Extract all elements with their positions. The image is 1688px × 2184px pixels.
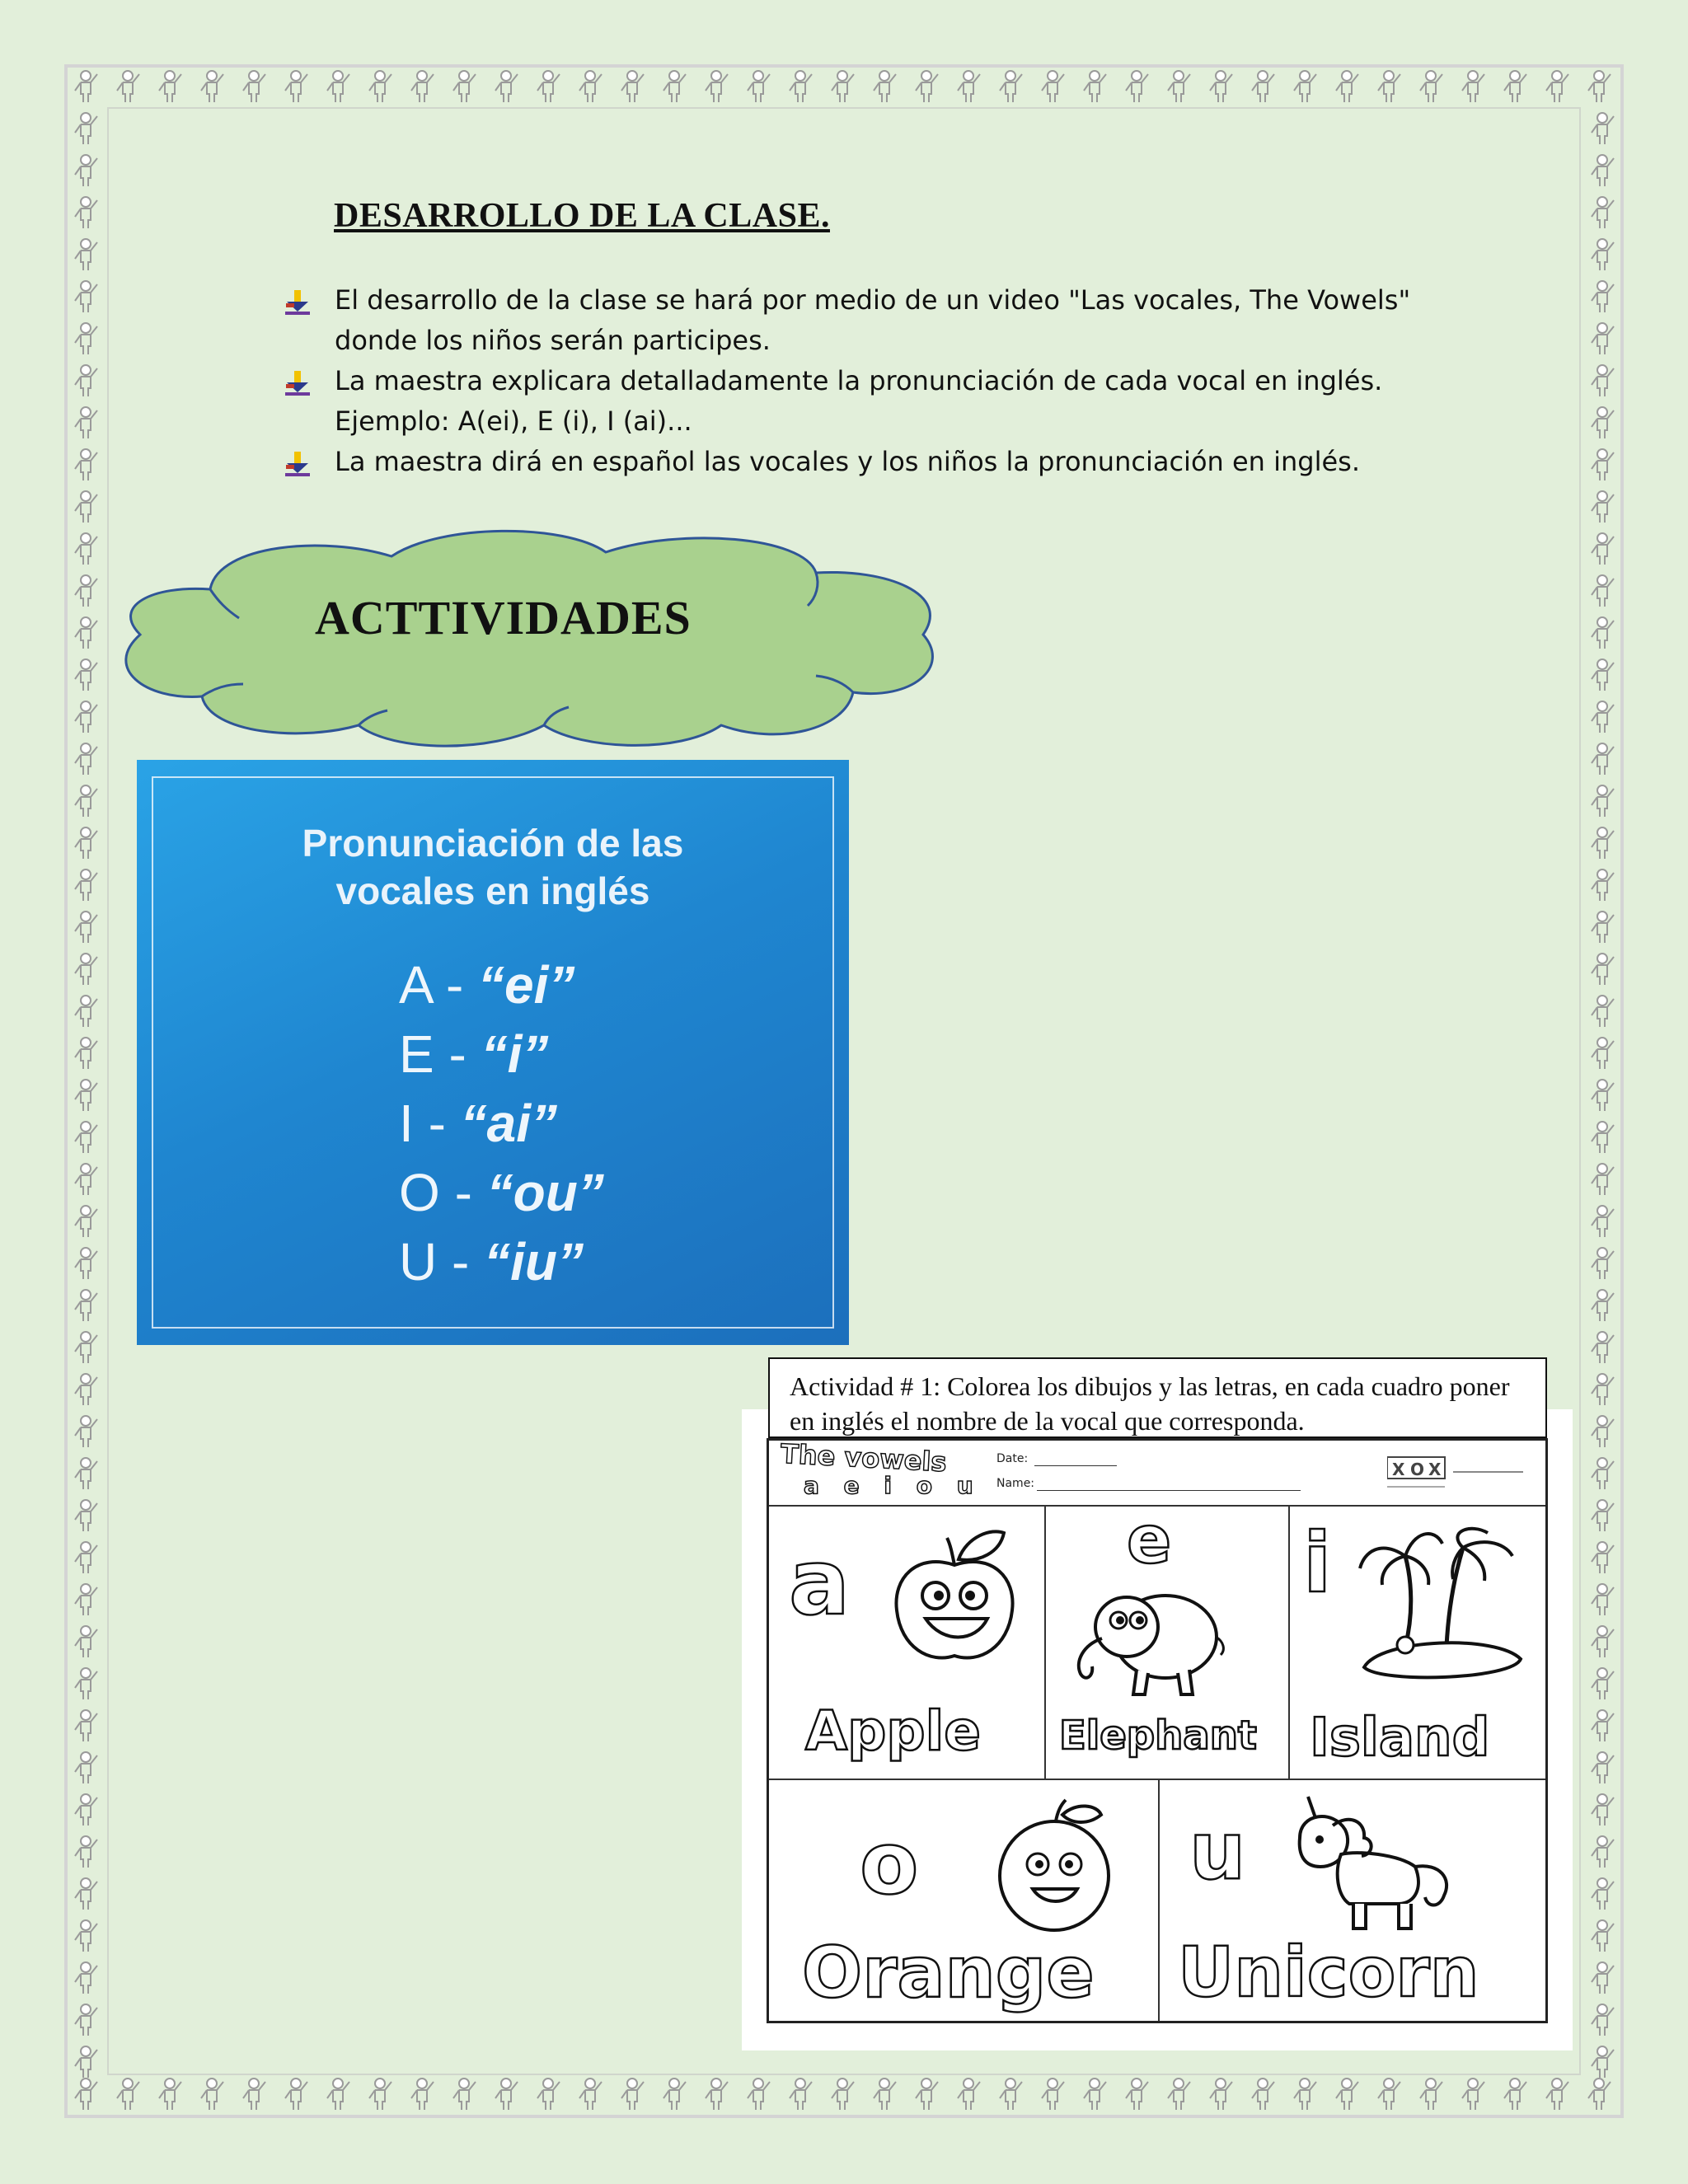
list-item	[280, 442, 1451, 482]
vowel-pronunciation: “i”	[481, 1024, 549, 1084]
vowel-row: E - “i”	[399, 1024, 549, 1084]
bullet-text: El desarrollo de la clase se hará por medio de un video "Las vocales, The Vowels" donde los niños serán participes.	[335, 284, 1411, 356]
card-title-line2: vocales en inglés	[335, 869, 650, 912]
vowel-row: A - “ei”	[399, 955, 575, 1015]
cell-letter: u	[1189, 1805, 1246, 1897]
elephant-drawing-icon	[1062, 1579, 1227, 1703]
svg-text:O: O	[1410, 1460, 1425, 1479]
arrow-bullet-icon	[284, 450, 312, 478]
bullet-list	[280, 280, 1451, 482]
name-line	[1037, 1490, 1301, 1491]
vowel-cell-o	[769, 1780, 1160, 2021]
bullet-text: La maestra explicara detalladamente la pronunciación de cada vocal en inglés. Ejemplo: A(ei), E (i), I (ai)...	[335, 365, 1383, 437]
list-item	[280, 361, 1451, 442]
vowel-cell-a	[769, 1507, 1046, 1780]
vowel-cell-e	[1046, 1502, 1290, 1780]
cell-letter: i	[1303, 1515, 1332, 1611]
worksheet-title: The vowels	[780, 1437, 948, 1479]
cell-letter: e	[1127, 1502, 1172, 1578]
worksheet-header	[769, 1437, 1545, 1507]
cell-word: Orange	[802, 1932, 1095, 2014]
vowel-pronunciation: “iu”	[484, 1232, 584, 1291]
worksheet-subtitle: a e i o u	[804, 1472, 982, 1499]
bullet-text: La maestra dirá en español las vocales y los niños la pronunciación en inglés.	[335, 446, 1361, 477]
vowel-pronunciation: “ou”	[486, 1163, 604, 1222]
card-title-line1: Pronunciación de las	[302, 822, 684, 865]
apple-drawing-icon	[884, 1528, 1025, 1668]
orange-drawing-icon	[990, 1797, 1122, 1937]
vowel-letter: A	[399, 955, 432, 1015]
island-drawing-icon	[1356, 1523, 1529, 1688]
activity-caption: Actividad # 1: Colorea los dibujos y las letras, en cada cuadro poner en inglés el nombre de la vocal que corresponda.	[768, 1357, 1547, 1438]
vowel-cell-i	[1290, 1507, 1545, 1780]
vowel-pronunciation: “ei”	[478, 955, 575, 1015]
vowel-letter: E	[399, 1024, 434, 1084]
vowel-letter: I	[399, 1094, 414, 1153]
cell-word: Island	[1310, 1708, 1490, 1769]
vowel-cell-u	[1160, 1780, 1545, 2021]
svg-text:X: X	[1392, 1460, 1405, 1479]
cell-letter: o	[860, 1813, 919, 1914]
arrow-bullet-icon	[284, 369, 312, 397]
publisher-logo-icon	[1387, 1452, 1527, 1493]
cell-word: Elephant	[1059, 1713, 1257, 1759]
worksheet-grid	[767, 1438, 1548, 2023]
vowel-letter: U	[399, 1232, 438, 1291]
unicorn-drawing-icon	[1283, 1788, 1465, 1937]
page-title: DESARROLLO DE LA CLASE.	[334, 197, 830, 235]
date-line	[1034, 1465, 1117, 1466]
vowel-letter: O	[399, 1163, 440, 1222]
list-item	[280, 280, 1451, 361]
name-label: Name:	[996, 1477, 1035, 1490]
vowel-row: O - “ou”	[399, 1163, 604, 1222]
date-label: Date:	[996, 1452, 1029, 1465]
pronunciation-card	[137, 760, 849, 1345]
cell-word: Unicorn	[1178, 1932, 1479, 2013]
cell-word: Apple	[805, 1699, 981, 1763]
svg-text:X: X	[1428, 1460, 1442, 1479]
vowel-pronunciation: “ai”	[460, 1094, 558, 1153]
vowel-row: U - “iu”	[399, 1232, 584, 1291]
activities-heading: ACTTIVIDADES	[315, 591, 692, 644]
arrow-bullet-icon	[284, 288, 312, 316]
cell-letter: a	[789, 1530, 851, 1635]
vowel-row: I - “ai”	[399, 1094, 558, 1153]
